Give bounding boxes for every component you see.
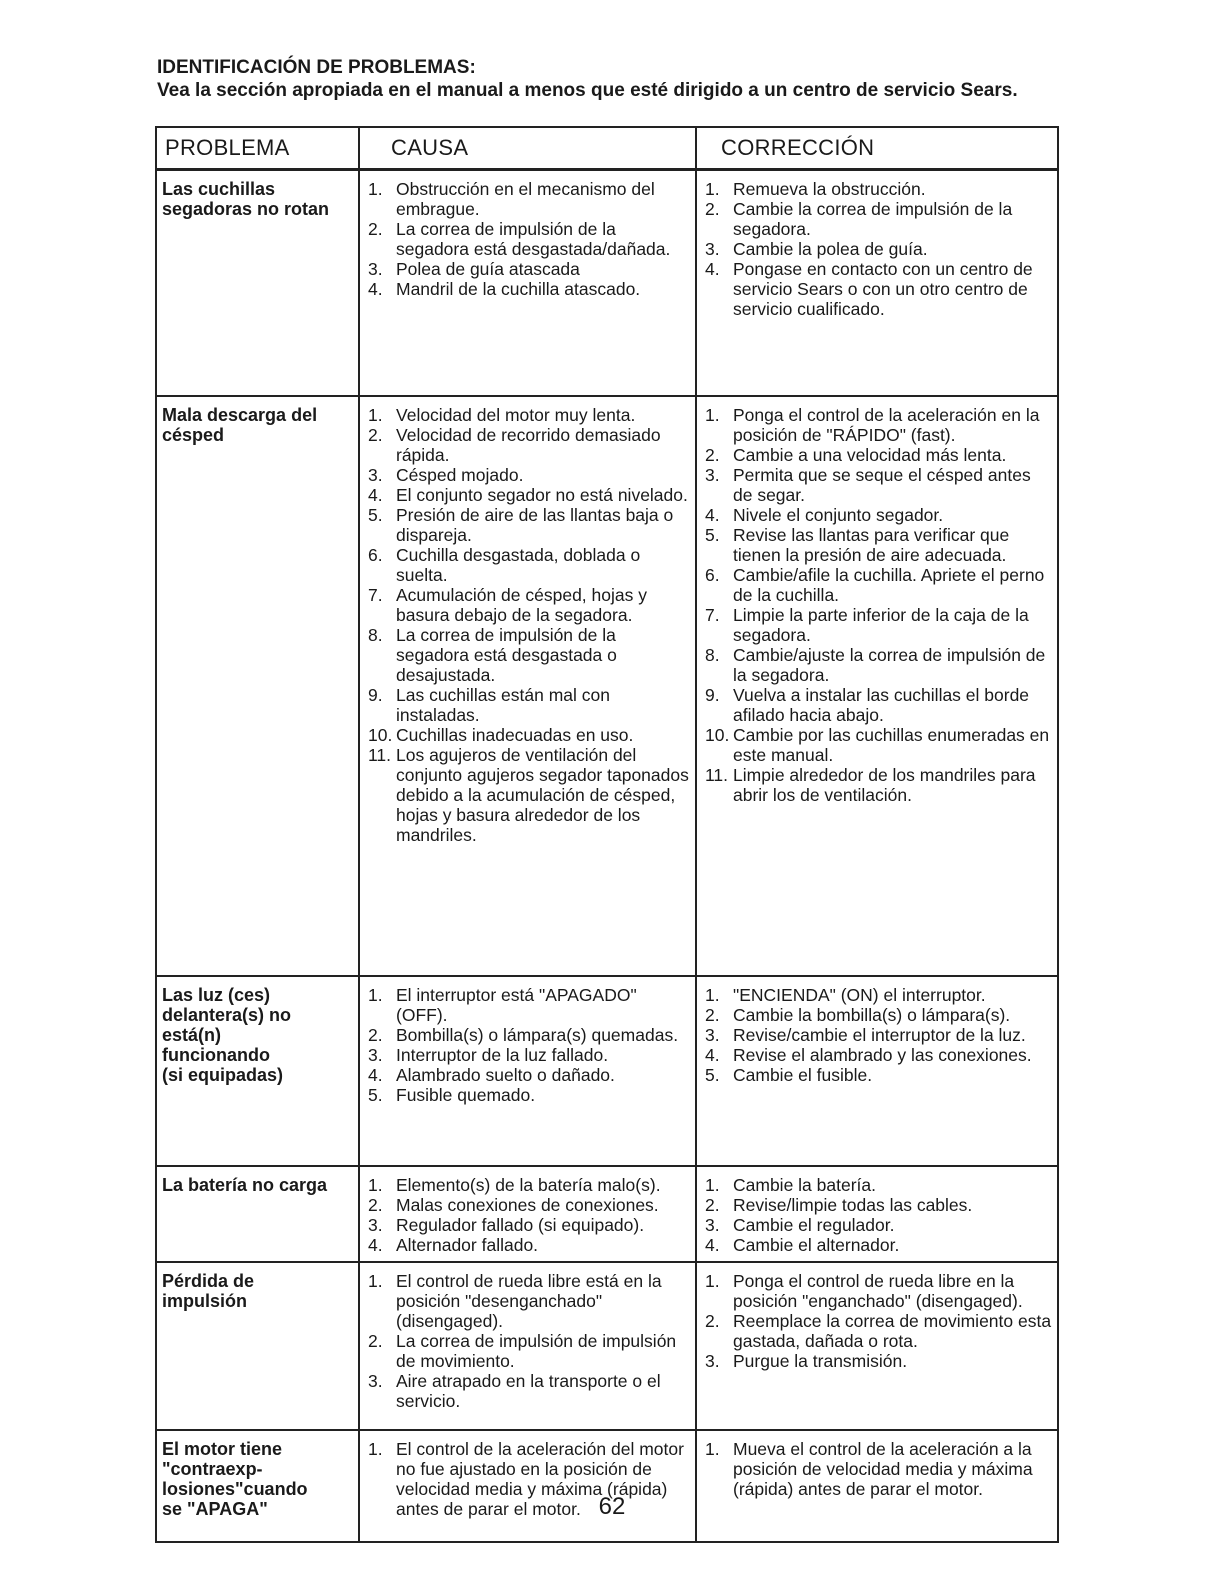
item-number: 4. (705, 504, 720, 525)
cause-item (368, 1235, 691, 1255)
item-number: 1. (368, 984, 383, 1005)
item-number: 1. (705, 1270, 720, 1291)
correction-item (705, 1215, 1053, 1235)
correction-item (705, 505, 1053, 525)
item-number: 3. (705, 1024, 720, 1045)
correction-item (705, 1175, 1053, 1195)
item-text: Cambie por las cuchillas enumeradas en este manual. (733, 724, 1050, 765)
heading-subtitle: Vea la sección apropiada en el manual a menos que esté dirigido a un centro de servicio Sears. (157, 80, 1018, 101)
item-number: 3. (368, 1214, 383, 1235)
correction-item (705, 445, 1053, 465)
cause-item (368, 585, 691, 625)
cause-item (368, 745, 691, 845)
item-text: Revise/cambie el interruptor de la luz. (733, 1024, 1026, 1045)
item-number: 6. (368, 544, 383, 565)
correction-item (705, 1065, 1053, 1085)
item-number: 2. (705, 1004, 720, 1025)
cause-cell (359, 396, 696, 976)
header-correccion: CORRECCIÓN (696, 127, 1058, 170)
correction-item (705, 765, 1053, 805)
problem-cell: El motor tiene "contraexp- losiones"cuando se "APAGA" (156, 1430, 359, 1542)
correction-cell (696, 1262, 1058, 1430)
item-text: "ENCIENDA" (ON) el interruptor. (733, 984, 986, 1005)
cause-item (368, 1175, 691, 1195)
table-row (156, 1262, 1058, 1430)
correction-cell (696, 170, 1058, 396)
correction-item (705, 1025, 1053, 1045)
cause-item (368, 1025, 691, 1045)
cause-item (368, 259, 691, 279)
item-number: 2. (368, 424, 383, 445)
item-number: 1. (368, 1174, 383, 1195)
problem-cell: La batería no carga (156, 1166, 359, 1262)
cause-item (368, 1085, 691, 1105)
cause-item (368, 279, 691, 299)
item-number: 7. (368, 584, 383, 605)
item-number: 4. (368, 484, 383, 505)
item-text: Césped mojado. (396, 464, 524, 485)
item-text: Bombilla(s) o lámpara(s) quemadas. (396, 1024, 679, 1045)
item-text: Cambie/afile la cuchilla. Apriete el perno de la cuchilla. (733, 564, 1045, 605)
correction-item (705, 405, 1053, 445)
correction-cell (696, 976, 1058, 1166)
item-number: 2. (368, 1330, 383, 1351)
item-text: Limpie alrededor de los mandriles para abrir los de ventilación. (733, 764, 1036, 805)
table-row (156, 170, 1058, 396)
problem-cell: Las cuchillas segadoras no rotan (156, 170, 359, 396)
cause-cell (359, 170, 696, 396)
cause-item (368, 1271, 691, 1331)
item-text: Revise las llantas para verificar que tienen la presión de aire adecuada. (733, 524, 1010, 565)
item-text: Velocidad del motor muy lenta. (396, 404, 636, 425)
page-number: 62 (598, 1493, 626, 1520)
item-text: Cambie el fusible. (733, 1064, 873, 1085)
correction-item (705, 525, 1053, 565)
correction-item (705, 685, 1053, 725)
item-text: Cuchillas inadecuadas en uso. (396, 724, 634, 745)
troubleshooting-table (155, 126, 1059, 1543)
item-text: Interruptor de la luz fallado. (396, 1044, 609, 1065)
item-text: Revise el alambrado y las conexiones. (733, 1044, 1032, 1065)
item-text: Las cuchillas están mal con instaladas. (396, 684, 610, 725)
heading-title: IDENTIFICACIÓN DE PROBLEMAS: (157, 57, 476, 78)
correction-item (705, 1439, 1053, 1499)
item-number: 1. (705, 179, 720, 199)
cause-item (368, 1045, 691, 1065)
item-number: 2. (368, 1194, 383, 1215)
item-number: 11. (705, 764, 729, 785)
cause-item (368, 425, 691, 465)
correction-item (705, 1195, 1053, 1215)
correction-item (705, 725, 1053, 765)
item-number: 3. (368, 464, 383, 485)
item-number: 8. (368, 624, 383, 645)
correction-item (705, 1271, 1053, 1311)
item-text: Ponga el control de rueda libre en la posición "enganchado" (disengaged). (733, 1270, 1023, 1311)
item-text: Polea de guía atascada (396, 259, 580, 279)
item-text: Limpie la parte inferior de la caja de la segadora. (733, 604, 1029, 645)
correction-item (705, 1351, 1053, 1371)
item-number: 10. (705, 724, 730, 745)
cause-item (368, 1065, 691, 1085)
item-text: Cambie la bombilla(s) o lámpara(s). (733, 1004, 1011, 1025)
cause-item (368, 1215, 691, 1235)
item-text: Cambie el alternador. (733, 1234, 900, 1255)
item-number: 2. (705, 444, 720, 465)
cause-cell (359, 1262, 696, 1430)
item-number: 1. (705, 404, 720, 425)
item-number: 1. (705, 1438, 720, 1459)
item-number: 3. (368, 1370, 383, 1391)
item-text: Cambie el regulador. (733, 1214, 895, 1235)
item-text: Aire atrapado en la transporte o el servicio. (396, 1370, 661, 1411)
item-number: 4. (705, 259, 720, 279)
correction-cell (696, 1166, 1058, 1262)
item-number: 1. (705, 984, 720, 1005)
item-number: 4. (705, 1044, 720, 1065)
item-text: Elemento(s) de la batería malo(s). (396, 1174, 661, 1195)
item-number: 9. (368, 684, 383, 705)
item-text: Ponga el control de la aceleración en la posición de "RÁPIDO" (fast). (733, 404, 1040, 445)
item-text: Regulador fallado (si equipado). (396, 1214, 645, 1235)
item-number: 2. (705, 199, 720, 219)
cause-item (368, 485, 691, 505)
item-text: Remueva la obstrucción. (733, 179, 926, 199)
correction-item (705, 1005, 1053, 1025)
item-number: 8. (705, 644, 720, 665)
item-number: 11. (368, 744, 392, 765)
cause-item (368, 625, 691, 685)
cause-item (368, 505, 691, 545)
problem-cell: Las luz (ces) delantera(s) no está(n) funcionando (si equipadas) (156, 976, 359, 1166)
item-text: Obstrucción en el mecanismo del embrague. (396, 179, 655, 219)
cause-item (368, 405, 691, 425)
item-text: La correa de impulsión de la segadora está desgastada/dañada. (396, 219, 671, 259)
correction-item (705, 605, 1053, 645)
item-number: 9. (705, 684, 720, 705)
item-number: 3. (705, 1350, 720, 1371)
item-text: Malas conexiones de conexiones. (396, 1194, 659, 1215)
item-text: Mueva el control de la aceleración a la posición de velocidad media y máxima (rápida) antes de parar el motor. (733, 1438, 1033, 1499)
item-text: El control de la aceleración del motor no fue ajustado en la posición de velocidad media y máxima (rápida) antes de parar el motor. (396, 1438, 684, 1519)
item-number: 2. (705, 1310, 720, 1331)
table-row (156, 976, 1058, 1166)
correction-item (705, 645, 1053, 685)
cause-item (368, 1371, 691, 1411)
item-text: Nivele el conjunto segador. (733, 504, 944, 525)
table-row (156, 1430, 1058, 1542)
cause-item (368, 725, 691, 745)
item-number: 5. (368, 1084, 383, 1105)
item-number: 7. (705, 604, 720, 625)
item-text: Cambie/ajuste la correa de impulsión de la segadora. (733, 644, 1046, 685)
item-text: El control de rueda libre está en la posición "desenganchado" (disengaged). (396, 1270, 662, 1331)
item-number: 5. (705, 524, 720, 545)
item-number: 3. (368, 1044, 383, 1065)
item-text: Velocidad de recorrido demasiado rápida. (396, 424, 661, 465)
item-text: Pongase en contacto con un centro de servicio Sears o con un otro centro de servicio cualificado. (733, 259, 1033, 319)
item-text: Mandril de la cuchilla atascado. (396, 279, 641, 299)
item-text: Cambie la batería. (733, 1174, 876, 1195)
correction-item (705, 1311, 1053, 1351)
table-header-row (156, 127, 1058, 170)
item-number: 5. (368, 504, 383, 525)
correction-item (705, 239, 1053, 259)
item-text: La correa de impulsión de la segadora está desgastada o desajustada. (396, 624, 617, 685)
header-causa: CAUSA (359, 127, 696, 170)
item-text: Permita que se seque el césped antes de segar. (733, 464, 1031, 505)
item-number: 5. (705, 1064, 720, 1085)
cause-item (368, 179, 691, 219)
item-number: 1. (368, 404, 383, 425)
correction-item (705, 199, 1053, 239)
table-row (156, 1166, 1058, 1262)
correction-item (705, 565, 1053, 605)
cause-cell (359, 976, 696, 1166)
cause-cell (359, 1430, 696, 1542)
item-number: 3. (705, 1214, 720, 1235)
item-text: Cambie a una velocidad más lenta. (733, 444, 1007, 465)
item-text: Purgue la transmisión. (733, 1350, 908, 1371)
item-number: 4. (368, 1064, 383, 1085)
item-text: Reemplace la correa de movimiento esta gastada, dañada o rota. (733, 1310, 1052, 1351)
item-text: Acumulación de césped, hojas y basura debajo de la segadora. (396, 584, 647, 625)
item-text: Cambie la correa de impulsión de la segadora. (733, 199, 1013, 239)
item-number: 1. (368, 1438, 383, 1459)
item-text: Fusible quemado. (396, 1084, 536, 1105)
item-text: La correa de impulsión de impulsión de movimiento. (396, 1330, 677, 1371)
correction-item (705, 1045, 1053, 1065)
cause-item (368, 1331, 691, 1371)
item-number: 4. (368, 279, 383, 299)
item-number: 2. (368, 219, 383, 239)
item-number: 3. (705, 464, 720, 485)
item-text: Vuelva a instalar las cuchillas el borde afilado hacia abajo. (733, 684, 1030, 725)
item-number: 3. (368, 259, 383, 279)
header-problema: PROBLEMA (156, 127, 359, 170)
correction-item (705, 985, 1053, 1005)
table-row (156, 396, 1058, 976)
item-number: 2. (368, 1024, 383, 1045)
correction-item (705, 1235, 1053, 1255)
item-text: Cambie la polea de guía. (733, 239, 928, 259)
item-number: 4. (368, 1234, 383, 1255)
item-number: 3. (705, 239, 720, 259)
correction-item (705, 259, 1053, 319)
item-text: Los agujeros de ventilación del conjunto agujeros segador taponados debido a la acumulación de césped, hojas y basura alrededor de los mandriles. (396, 744, 689, 845)
item-text: Presión de aire de las llantas baja o dispareja. (396, 504, 674, 545)
problem-cell: Mala descarga del césped (156, 396, 359, 976)
item-number: 4. (705, 1234, 720, 1255)
cause-item (368, 985, 691, 1025)
item-number: 1. (368, 1270, 383, 1291)
cause-item (368, 1195, 691, 1215)
correction-item (705, 179, 1053, 199)
item-text: Revise/limpie todas las cables. (733, 1194, 973, 1215)
item-text: Cuchilla desgastada, doblada o suelta. (396, 544, 641, 585)
problem-cell: Pérdida de impulsión (156, 1262, 359, 1430)
item-number: 1. (705, 1174, 720, 1195)
item-number: 6. (705, 564, 720, 585)
correction-cell (696, 1430, 1058, 1542)
correction-cell (696, 396, 1058, 976)
cause-item (368, 685, 691, 725)
page-heading (157, 56, 1057, 102)
item-text: Alternador fallado. (396, 1234, 539, 1255)
item-number: 2. (705, 1194, 720, 1215)
cause-item (368, 545, 691, 585)
correction-item (705, 465, 1053, 505)
item-text: El interruptor está "APAGADO" (OFF). (396, 984, 637, 1025)
item-number: 10. (368, 724, 393, 745)
cause-item (368, 219, 691, 259)
cause-cell (359, 1166, 696, 1262)
item-number: 1. (368, 179, 383, 199)
item-text: El conjunto segador no está nivelado. (396, 484, 688, 505)
cause-item (368, 465, 691, 485)
item-text: Alambrado suelto o dañado. (396, 1064, 615, 1085)
